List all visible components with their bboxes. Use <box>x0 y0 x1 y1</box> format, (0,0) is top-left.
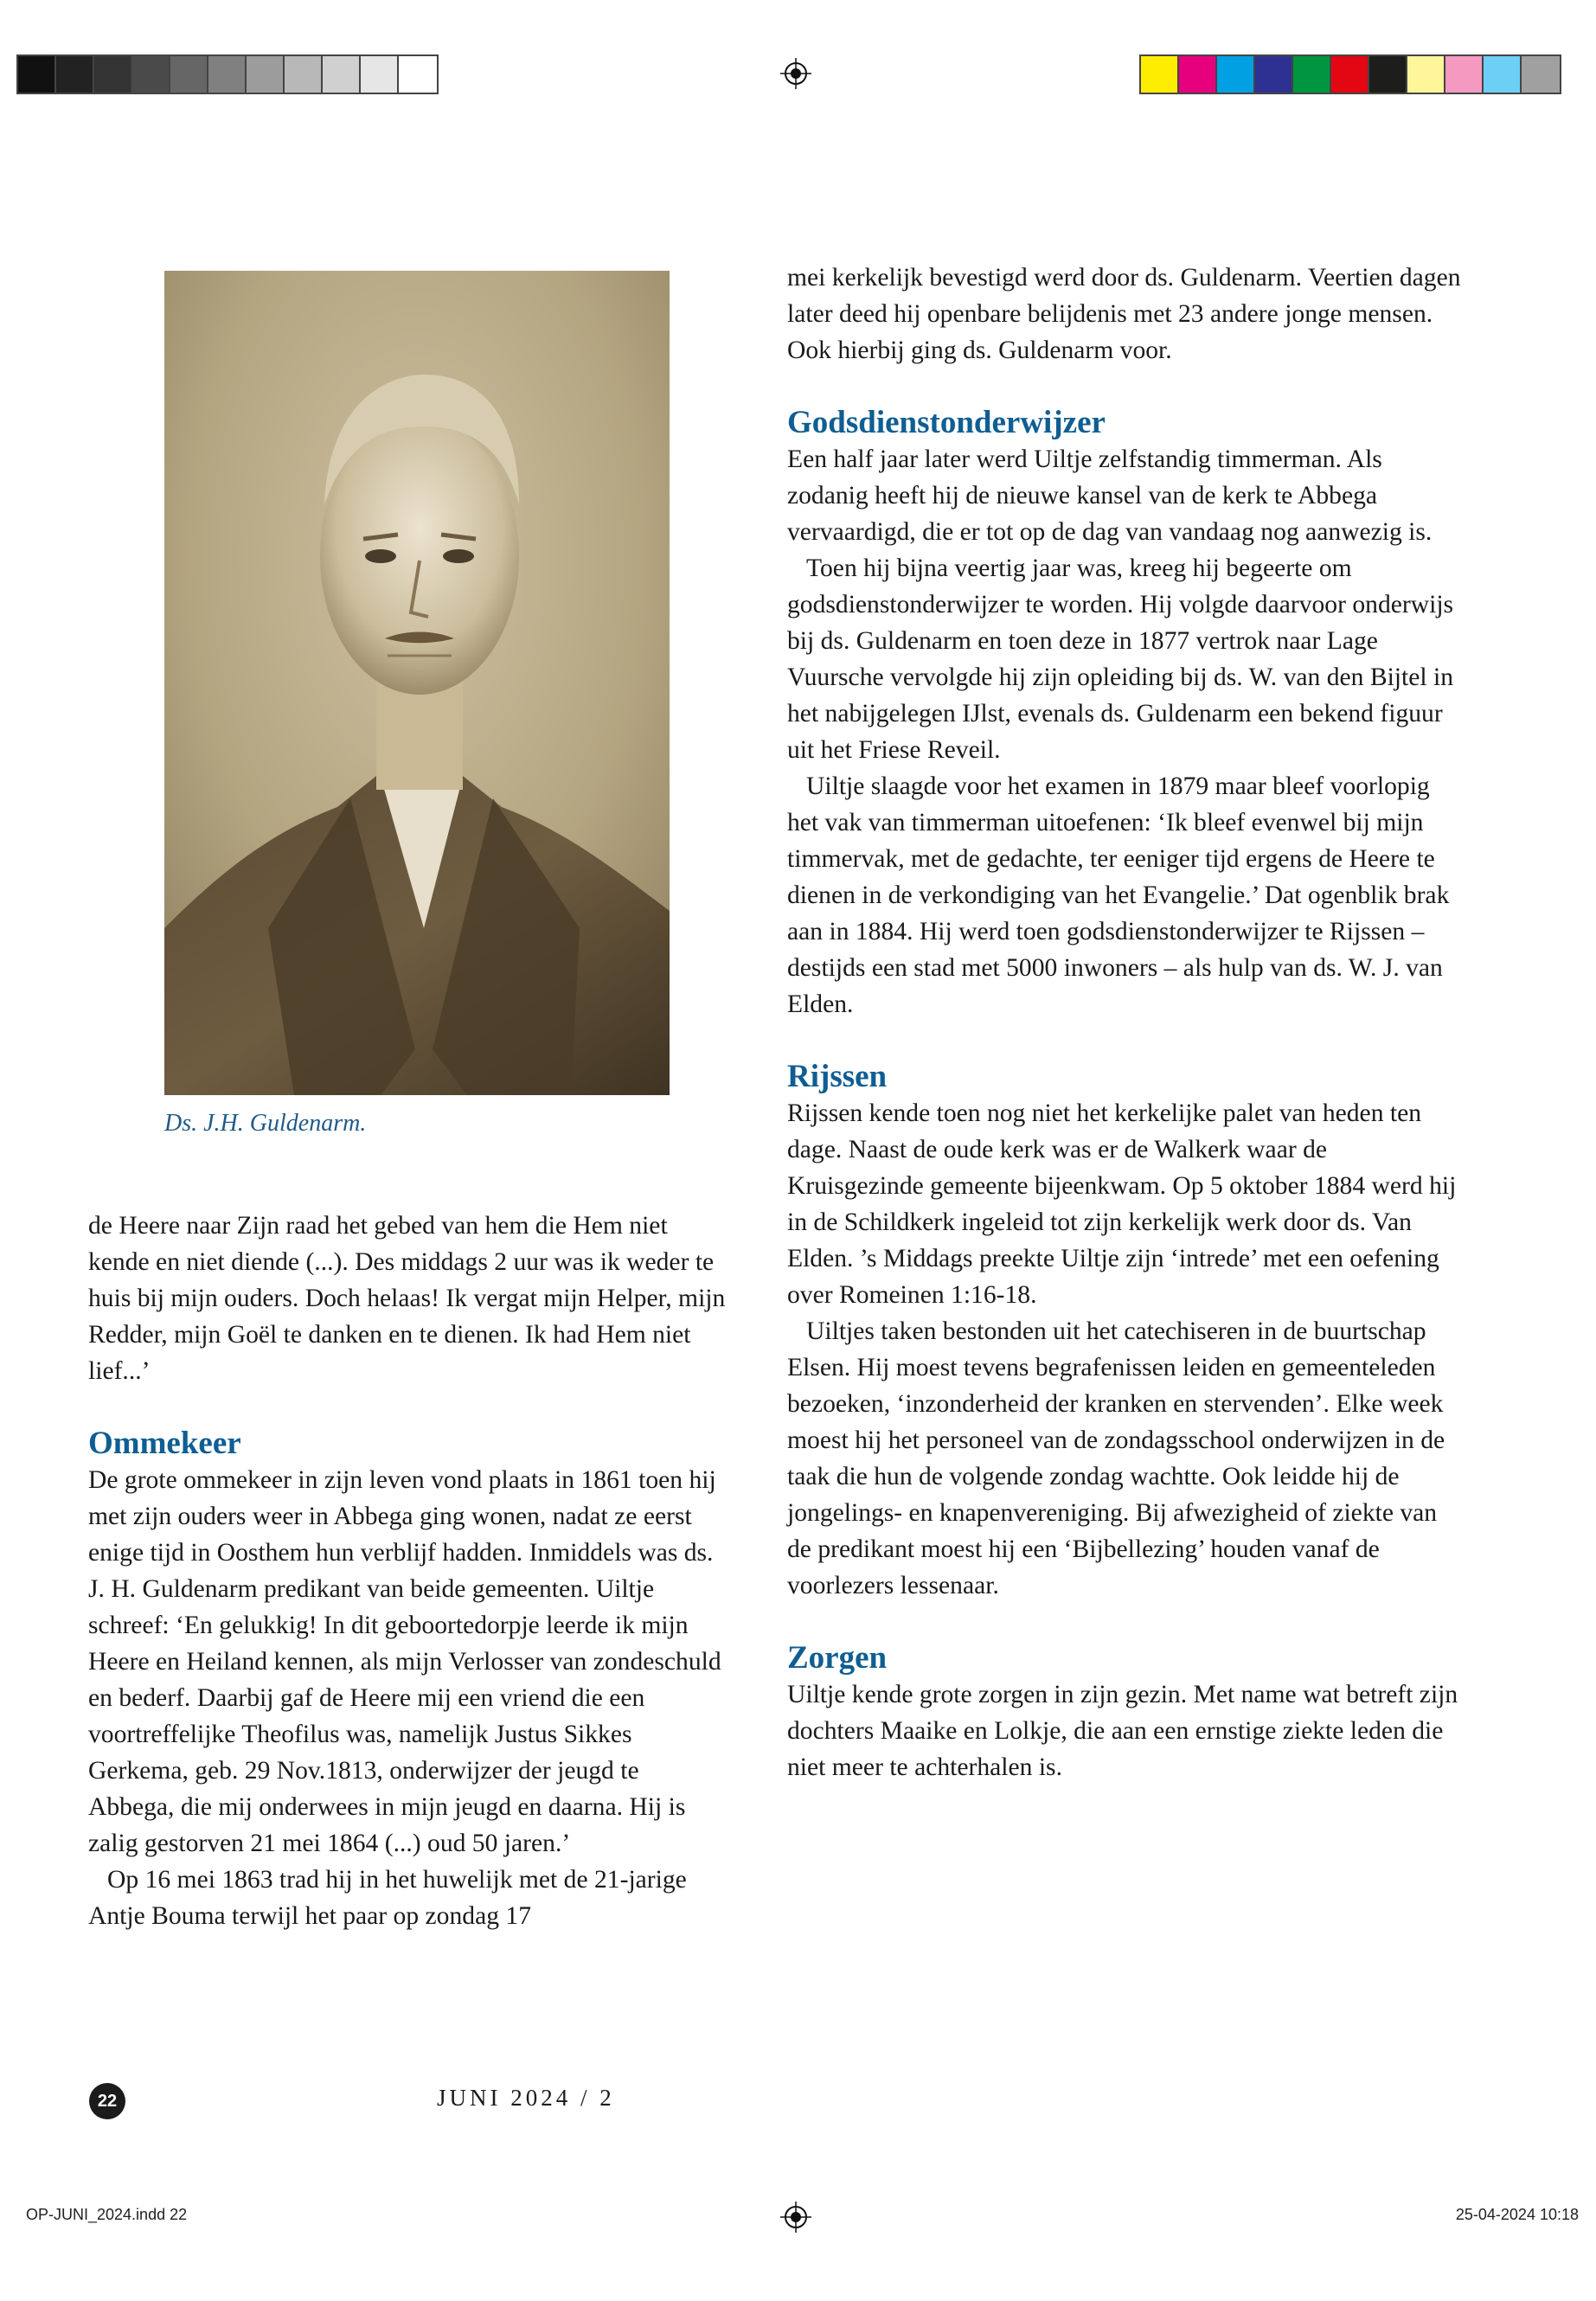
paragraph: De grote ommekeer in zijn leven vond plaats in 1861 toen hij met zijn ouders weer in Abbega ging wonen, nadat ze eerst enige tijd in Oosthem hun verblijf hadden. Inmiddels was ds. J. H. Guldenarm predikant van beide gemeenten. Uiltje schreef: ‘En gelukkig! In dit geboortedorpje leerde ik mijn Heere en Heiland kennen, als mijn Verlosser van zondeschuld en bederf. Daarbij gaf de Heere mij een vriend die een voortreffelijke Theofilus was, namelijk Justus Sikkes Gerkema, geb. 29 Nov.1813, onderwijzer der jeugd te Abbega, die mij onderwees in mijn jeugd en daarna. Hij is zalig gestorven 21 mei 1864 (...) oud 50 jaren.’ <box>88 1466 721 1857</box>
paragraph: Op 16 mei 1863 trad hij in het huwelijk met de 21-jarige Antje Bouma terwijl het paar op zondag 17 <box>88 1866 687 1930</box>
color-swatch <box>170 56 208 93</box>
photo-caption: Ds. J.H. Guldenarm. <box>164 1110 367 1137</box>
color-swatch <box>94 56 132 93</box>
color-swatch <box>1407 56 1445 93</box>
color-swatch <box>1255 56 1293 93</box>
color-swatch <box>361 56 399 93</box>
paragraph: Een half jaar later werd Uiltje zelfstandig timmerman. Als zodanig heeft hij de nieuwe kansel van de kerk te Abbega vervaardigd, die er tot op de dag van vandaag nog aanwezig is. <box>787 445 1433 546</box>
color-swatch <box>1522 56 1560 93</box>
section-heading-ommekeer: Ommekeer <box>88 1426 241 1461</box>
section-heading-rijssen: Rijssen <box>787 1059 888 1094</box>
color-swatch <box>1293 56 1331 93</box>
color-swatch <box>323 56 361 93</box>
color-swatch <box>1179 56 1217 93</box>
paragraph: Rijssen kende toen nog niet het kerkelijke palet van heden ten dage. Naast de oude kerk was er de Walkerk waar de Kruisgezinde gemeente bijeenkwam. Op 5 oktober 1884 werd hij in de Schildkerk ingeleid tot zijn kerkelijk werk door ds. Van Elden. ’s Middags preekte Uiltje zijn ‘intrede’ met een oefening over Romeinen 1:16-18. <box>787 1099 1457 1309</box>
color-swatch <box>285 56 323 93</box>
paragraph: Uiltje slaagde voor het examen in 1879 maar bleef voorlopig het vak van timmerman uitoefenen: ‘Ik bleef evenwel bij mijn timmervak, met de gedachte, ter eeniger tijd ergens de Heere te dienen in de verkondiging van het Evangelie.’ Dat ogenblik brak aan in 1884. Hij werd toen godsdienstonderwijzer te Rijssen – destijds een stad met 5000 inwoners – als hulp van ds. W. J. van Elden. <box>787 772 1450 1018</box>
color-swatch <box>1141 56 1179 93</box>
color-swatch <box>1331 56 1369 93</box>
color-swatch <box>1445 56 1484 93</box>
left-column <box>88 1208 728 1934</box>
color-swatch <box>208 56 247 93</box>
color-swatch <box>56 56 94 93</box>
slug-timestamp: 25-04-2024 10:18 <box>1455 2206 1579 2223</box>
paragraph: Uiltjes taken bestonden uit het catechiseren in de buurtschap Elsen. Hij moest tevens begrafenissen leiden en gemeenteleden bezoeken, ‘inzonderheid der kranken en stervenden’. Elke week moest hij het personeel van de zondagsschool onderwijzen in de taak die hun de volgende zondag wachtte. Ook leidde hij de jongelings- en knapenvereniging. Bij afwezigheid of ziekte van de predikant moest hij een ‘Bijbellezing’ houden vanaf de voorlezers lessenaar. <box>787 1317 1445 1599</box>
paragraph: mei kerkelijk bevestigd werd door ds. Guldenarm. Veertien dagen later deed hij openbare belijdenis met 23 andere jonge mensen. Ook hierbij ging ds. Guldenarm voor. <box>787 264 1461 364</box>
color-swatch <box>1369 56 1407 93</box>
registration-mark-icon <box>780 2202 811 2233</box>
paragraph: Uiltje kende grote zorgen in zijn gezin. Met name wat betreft zijn dochters Maaike en Lolkje, die aan een ernstige ziekte leden die niet meer te achterhalen is. <box>787 1681 1458 1781</box>
color-swatch <box>247 56 285 93</box>
color-swatch <box>132 56 170 93</box>
color-swatch <box>18 56 56 93</box>
color-calibration-bar <box>1139 54 1561 94</box>
grayscale-calibration-bar <box>16 54 439 94</box>
section-heading-zorgen: Zorgen <box>787 1640 888 1676</box>
slug-file-info: OP-JUNI_2024.indd 22 <box>26 2206 188 2223</box>
color-swatch <box>1484 56 1522 93</box>
issue-label: JUNI 2024 / 2 <box>437 2085 615 2111</box>
paragraph: Toen hij bijna veertig jaar was, kreeg hij begeerte om godsdienstonderwijzer te worden. Hij volgde daarvoor onderwijs bij ds. Guldenarm en toen deze in 1877 vertrok naar Lage Vuursche vervolgde hij zijn opleiding bij ds. W. van den Bijtel in het nabijgelegen IJlst, evenals ds. Guldenarm een bekend figuur uit het Friese Reveil. <box>787 554 1454 764</box>
color-swatch <box>399 56 437 93</box>
right-column <box>787 260 1462 1785</box>
color-swatch <box>1217 56 1255 93</box>
section-heading-godsdienstonderwijzer: Godsdienstonderwijzer <box>787 405 1106 440</box>
page-number-badge: 22 <box>89 2083 125 2119</box>
paragraph: de Heere naar Zijn raad het gebed van hem die Hem niet kende en niet diende (...). Des middags 2 uur was ik weder te huis bij mijn ouders. Doch helaas! Ik vergat mijn Helper, mijn Redder, mijn Goël te danken en te dienen. Ik had Hem niet lief...’ <box>88 1212 726 1385</box>
portrait-photo <box>164 271 670 1095</box>
registration-mark-icon <box>780 58 811 89</box>
